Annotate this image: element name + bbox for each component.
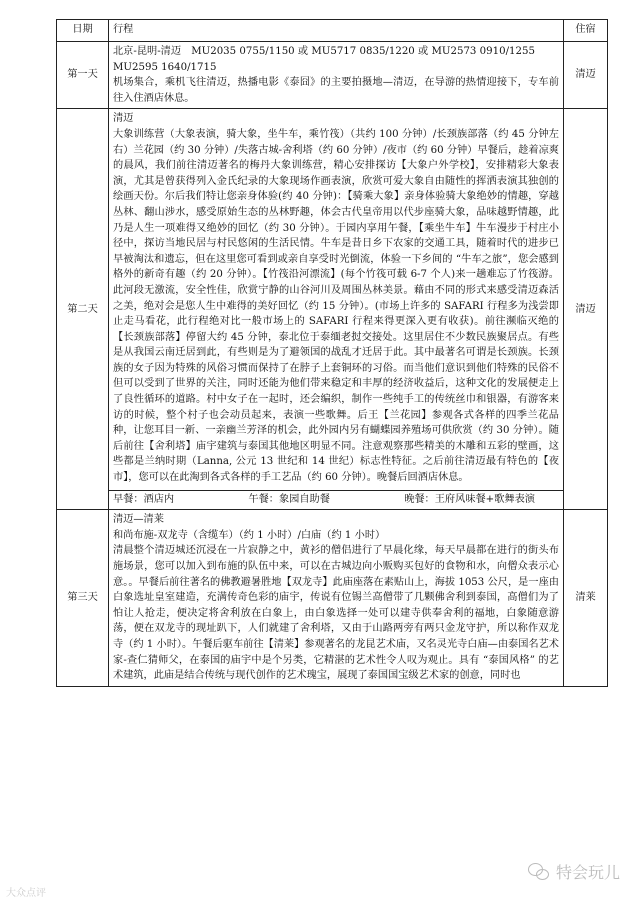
- wechat-icon: [528, 863, 550, 881]
- day1-flight-line: 北京-昆明-清迈 MU2035 0755/1150 或 MU5717 0835/1220 或 MU2573 0910/1255: [113, 46, 535, 57]
- day2-description: 大象训练营（大象表演，骑大象，坐牛车，乘竹筏）（共约 100 分钟）/长颈族部落（约 45 分钟左右）兰花园（约 30 分钟）/失落古城-舍利塔（约 60 分钟）/夜市（约 60 分钟）早餐后，趁着凉爽的晨风，我们前往清迈著名的梅丹大象训练营，精心安排探访【大象户外学校】，安排精彩大象表演，尤其是曾获得列入金氏纪录的大象现场作画表演，欣赏可爱大象自由随性的挥洒表演其独创的绘画天份。尔后我们特让您亲身体验(约 40 分钟)：【骑乘大象】亲身体验骑大象绝妙的情趣，穿越丛林、翻山涉水，感受原始生态的丛林野趣，体会古代皇帝用以代步座骑大象，品味越野情趣，此乃是人生一项难得又绝妙的回忆（约 30 分钟）。于园内享用午餐，【乘坐牛车】牛车漫步于村庄小径中，探访当地民居与村民悠闲的生活民情。牛车是昔日乡下农家的交通工具，随着时代的进步已早被淘汰和遗忘，但在这里您可看到或亲自享受时光倒流，体验一下乡间的 “牛车之旅”，您会感到格外的新奇有趣（约 20 分钟）。【竹筏沿河漂流】(每个竹筏可载 6-7 个人)来一趟难忘了竹筏游。此河段无激流，安全性佳，欣赏宁静的山谷河川及周围丛林美景。藉由不同的形式来感受清迈森活之美，绝对会是您人生中难得的美好回忆（约 15 分钟）。(市场上许多的 SAFARI 行程多为浅尝即止走马看花，此行程绝对比一般市场上的 SAFARI 行程来得更深入更有收获)。前往濒临灭绝的【长颈族部落】停留大约 45 分钟，泰北位于泰缅老挝交接处。这里居住不少数民族聚居点。有些是从我国云南迁居到此，有些则是为了避领国的战乱才迁居于此。其中最著名可谓是长颈族。长颈族的女子因为特殊的风俗习惯而保持了在脖子上套铜环的习俗。而当他们意识到他们特殊的民俗不但可以受到了世界的关注，同时还能为他们带来稳定和丰厚的经济收益后，这种文化的发展便走上了良性循环的道路。村中女子在一起时，还会编织，制作一些纯手工的传统丝巾和银器，有游客来访的时候，整个村子也会动员起来，表演一些歌舞。后王【兰花园】参观各式各样的四季兰花品种，让您耳目一新、一亲幽兰芳泽的机会，此外园内另有蝴蝶园养殖场可供欣赏（约 30 分钟）。随后前往【舍利塔】庙宇建筑与泰国其他地区明显不同。注意观察那些精美的木雕和五彩的壁画，这些都是兰纳时期（Lanna, 公元 13 世纪和 14 世纪）标志性特征。之后前往清迈最有特色的【夜市】，您可以在此淘到各式各样的手工艺品（约 60 分钟）。晚餐后回酒店休息。: [113, 128, 559, 484]
- header-hotel: 住宿: [564, 20, 608, 42]
- watermark-left: 大众点评: [6, 888, 46, 899]
- day1-content: [109, 42, 564, 109]
- day2-row: [57, 109, 608, 510]
- day2-hotel: 清迈: [564, 109, 608, 510]
- day1-description: 机场集合，乘机飞往清迈，热播电影《泰囧》的主要拍摄地—清迈，在导游的热情迎接下，专车前往入住酒店休息。: [113, 77, 559, 104]
- header-itinerary: 行程: [109, 20, 564, 42]
- day1-row: [57, 42, 608, 109]
- day2-breakfast: 早餐：酒店内: [113, 493, 175, 505]
- header-row: [57, 20, 608, 42]
- day2-city: 清迈: [113, 113, 134, 125]
- watermark-right-text: 特会玩儿: [555, 863, 620, 882]
- header-date: 日期: [57, 20, 109, 42]
- day1-hotel: 清迈: [564, 42, 608, 109]
- day3-description: 清晨整个清迈城还沉浸在一片寂静之中，黄衫的僧侣进行了早晨化缘，每天早晨都在进行的街头布施场景，您可以加入到布施的队伍中来，可以在古城边向小贩购买包好的食物和水，向僧众表示心意。。早餐后前往著名的佛教避暑胜地【双龙寺】此庙座落在素贴山上，海拔 1053 公尺，是一座由白象选址皇室建造，充满传奇色彩的庙宇，传说有位锡兰高僧带了几颗佛舍利到泰国，高僧们为了怕让人抢走，便决定将舍利放在白象上，由白象选择一处可以建寺供奉舍利的福地，白象随意游荡，便在双龙寺的现址趴下，人们就建了舍利塔，又由于山路两旁有两只金龙守护，所以称作双龙寺（约 1 小时）。午餐后驱车前往【清莱】参观著名的龙昆艺术庙，又名灵光寺白庙—由泰国名艺术家-查仁猜师父，在泰国的庙宇中是个另类，它精湛的艺术性令人叹为观止。具有 “泰国风格” 的艺术建筑，此庙是结合传统与现代创作的艺术瑰宝，展现了泰国国宝级艺术家的创意，同时也: [113, 545, 559, 682]
- day2-dinner: 晚餐：王府风味餐+歌舞表演: [404, 493, 535, 505]
- watermark-right: [528, 860, 620, 883]
- day2-content: [109, 109, 564, 510]
- day3-content: [109, 510, 564, 687]
- day2-meals: [109, 490, 563, 508]
- day1-label: 第一天: [57, 42, 109, 109]
- day3-row: [57, 510, 608, 687]
- day2-lunch: 午餐：象园自助餐: [248, 493, 330, 505]
- day3-route: 清迈—清莱: [113, 514, 164, 526]
- day3-schedule: 和尚布施-双龙寺（含缆车）（约 1 小时）/白庙（约 1 小时）: [113, 529, 386, 541]
- day1-flight-line-2: MU2595 1640/1715: [113, 61, 217, 73]
- day3-hotel: 清莱: [564, 510, 608, 687]
- day2-label: 第二天: [57, 109, 109, 510]
- itinerary-table: [56, 19, 608, 687]
- day3-label: 第三天: [57, 510, 109, 687]
